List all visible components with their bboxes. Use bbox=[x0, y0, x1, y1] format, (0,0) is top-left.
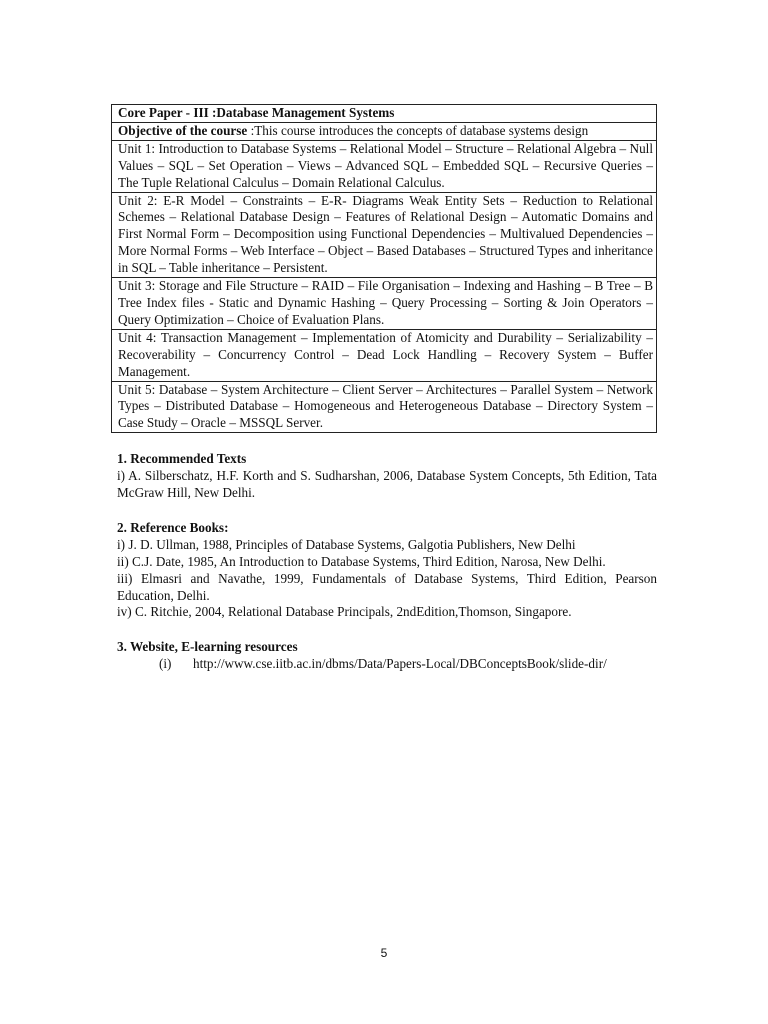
list-item: ii) C.J. Date, 1985, An Introduction to Database Systems, Third Edition, Narosa, New Delhi. bbox=[117, 553, 606, 569]
unit-2: Unit 2: E-R Model – Constraints – E-R- Diagrams Weak Entity Sets – Reduction to Relational Schemes – Relational Database Design – Features of Relational Design – Automatic Domains and First Normal Form – Decomposition using Functional Dependencies – Multivalued Dependencies – More Normal Forms – Web Interface – Object – Based Databases – Structured Types and inheritance in SQL – Table inheritance – Persistent. bbox=[112, 192, 657, 278]
table-row bbox=[112, 278, 657, 330]
section-heading: 1. Recommended Texts bbox=[117, 451, 247, 467]
table-row bbox=[112, 122, 657, 140]
course-title: Core Paper - III :Database Management Systems bbox=[112, 105, 657, 123]
unit-4: Unit 4: Transaction Management – Implementation of Atomicity and Durability – Serializability – Recoverability – Concurrency Control – Dead Lock Handling – Recovery System – Buffer Management. bbox=[112, 329, 657, 381]
table-row bbox=[112, 105, 657, 123]
table-row bbox=[112, 381, 657, 433]
list-item: i) A. Silberschatz, H.F. Korth and S. Sudharshan, 2006, Database System Concepts, 5th Edition, Tata McGraw Hill, New Delhi. bbox=[117, 468, 657, 501]
resource-link[interactable]: http://www.cse.iitb.ac.in/dbms/Data/Papers-Local/DBConceptsBook/slide-dir/ bbox=[193, 656, 607, 672]
reference-books-section bbox=[111, 520, 657, 621]
section-heading: 3. Website, E-learning resources bbox=[117, 639, 298, 655]
list-item bbox=[117, 656, 657, 673]
course-objective bbox=[112, 122, 657, 140]
syllabus-table bbox=[111, 104, 657, 433]
recommended-texts-section bbox=[111, 451, 657, 502]
website-resources-section bbox=[111, 639, 657, 673]
list-item: i) J. D. Ullman, 1988, Principles of Database Systems, Galgotia Publishers, New Delhi bbox=[117, 536, 576, 552]
table-row bbox=[112, 329, 657, 381]
objective-label: Objective of the course bbox=[118, 122, 248, 138]
table-row bbox=[112, 192, 657, 278]
section-heading: 2. Reference Books: bbox=[117, 519, 229, 535]
page-number: 5 bbox=[380, 946, 388, 960]
table-row bbox=[112, 140, 657, 192]
list-item: iii) Elmasri and Navathe, 1999, Fundamentals of Database Systems, Third Edition, Pearson Education, Delhi. bbox=[117, 570, 657, 603]
list-item: iv) C. Ritchie, 2004, Relational Database Principals, 2ndEdition,Thomson, Singapore. bbox=[117, 604, 572, 620]
unit-1: Unit 1: Introduction to Database Systems – Relational Model – Structure – Relational Algebra – Null Values – SQL – Set Operation – Views – Advanced SQL – Embedded SQL – Recursive Queries – The Tuple Relational Calculus – Domain Relational Calculus. bbox=[112, 140, 657, 192]
item-number: (i) bbox=[159, 656, 172, 672]
objective-text: :This course introduces the concepts of database systems design bbox=[247, 122, 589, 138]
unit-3: Unit 3: Storage and File Structure – RAID – File Organisation – Indexing and Hashing – B Tree – B Tree Index files - Static and Dynamic Hashing – Query Processing – Sorting & Join Operators – Query Optimization – Choice of Evaluation Plans. bbox=[112, 278, 657, 330]
document-page bbox=[111, 104, 657, 673]
unit-5: Unit 5: Database – System Architecture – Client Server – Architectures – Parallel System – Network Types – Distributed Database – Homogeneous and Heterogeneous Database – Directory System – Case Study – Oracle – MSSQL Server. bbox=[112, 381, 657, 433]
